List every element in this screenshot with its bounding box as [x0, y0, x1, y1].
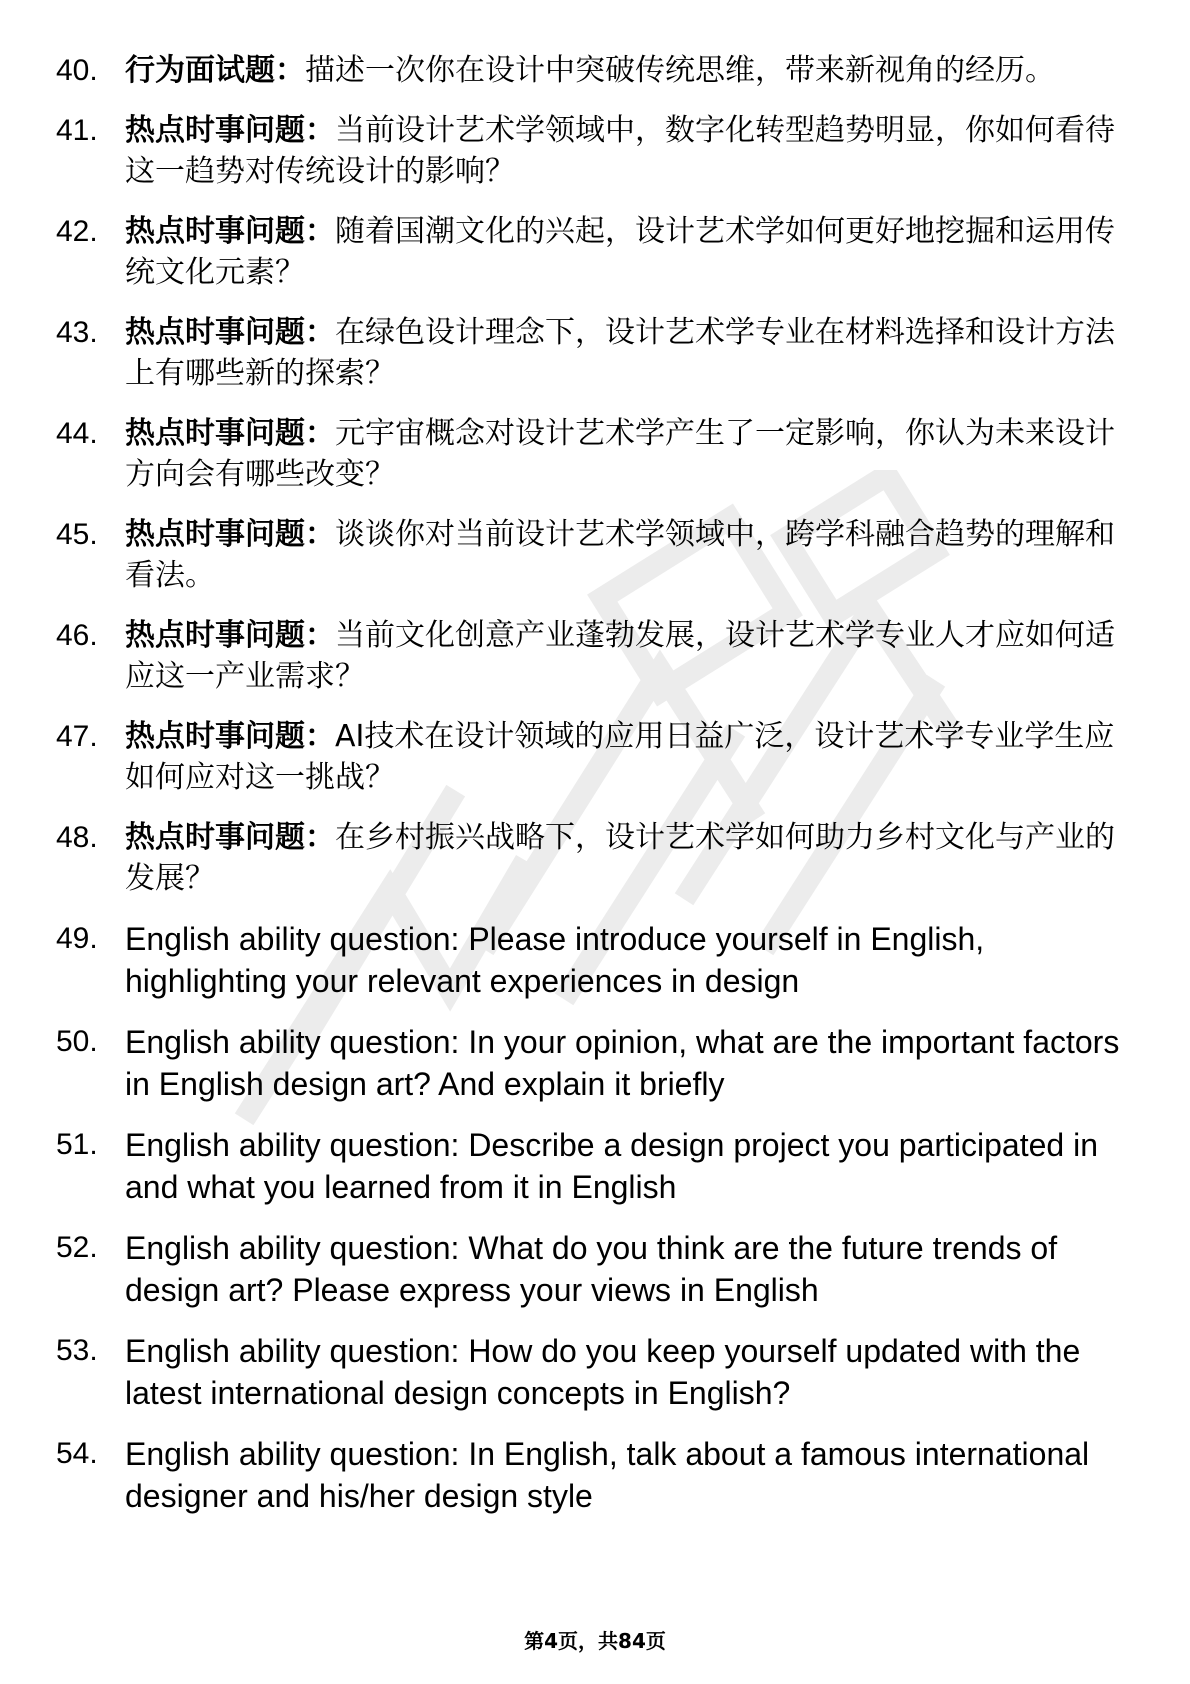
question-item: [0, 514, 1190, 596]
question-number: 53.: [56, 1334, 98, 1367]
question-type-label: 热点时事问题：: [125, 315, 335, 350]
question-number: 42.: [56, 215, 98, 248]
question-type-label: 热点时事问题：: [125, 618, 335, 653]
question-type-label: 热点时事问题：: [125, 820, 335, 855]
question-number: 46.: [56, 619, 98, 652]
question-item: [0, 615, 1190, 697]
question-number: 43.: [56, 316, 98, 349]
question-item: [0, 1330, 1190, 1414]
question-number: 54.: [56, 1437, 98, 1470]
question-number: 49.: [56, 922, 98, 955]
question-body: English ability question: In English, talk about a famous international designer and his/her design style: [125, 1436, 1090, 1514]
question-type-label: 热点时事问题：: [125, 416, 335, 451]
question-body: 当前文化创意产业蓬勃发展，设计艺术学专业人才应如何适应这一产业需求？: [125, 618, 1115, 694]
question-body: 谈谈你对当前设计艺术学领域中，跨学科融合趋势的理解和看法。: [125, 517, 1115, 593]
question-body: English ability question: How do you keep yourself updated with the latest international design concepts in English?: [125, 1333, 1081, 1411]
question-text: [125, 312, 1115, 394]
question-body: English ability question: Please introduce yourself in English, highlighting your relevant experiences in design: [125, 921, 985, 999]
question-text: [125, 615, 1115, 697]
question-text: [125, 110, 1115, 192]
question-number: 45.: [56, 518, 98, 551]
question-body: 在绿色设计理念下，设计艺术学专业在材料选择和设计方法上有哪些新的探索？: [125, 315, 1115, 391]
question-text: [125, 514, 1115, 596]
question-type-label: 热点时事问题：: [125, 113, 335, 148]
question-body: English ability question: In your opinion, what are the important factors in English design art? And explain it briefly: [125, 1024, 1120, 1102]
question-text: [125, 817, 1115, 899]
question-item: [0, 1433, 1190, 1517]
question-item: [0, 110, 1190, 192]
question-number: 41.: [56, 114, 98, 147]
question-body: 随着国潮文化的兴起，设计艺术学如何更好地挖掘和运用传统文化元素？: [125, 214, 1115, 290]
question-item: [0, 1124, 1190, 1208]
question-body: English ability question: What do you think are the future trends of design art? Please express your views in English: [125, 1230, 1058, 1308]
question-number: 50.: [56, 1025, 98, 1058]
question-type-label: 热点时事问题：: [125, 214, 335, 249]
page-number: 第4页，共84页: [524, 1629, 666, 1653]
question-body: 在乡村振兴战略下，设计艺术学如何助力乡村文化与产业的发展？: [125, 820, 1115, 896]
question-item: [0, 1021, 1190, 1105]
question-type-label: 热点时事问题：: [125, 719, 335, 754]
question-number: 48.: [56, 821, 98, 854]
question-body: 元宇宙概念对设计艺术学产生了一定影响，你认为未来设计方向会有哪些改变？: [125, 416, 1115, 492]
question-item: [0, 312, 1190, 394]
question-body: 当前设计艺术学领域中，数字化转型趋势明显，你如何看待这一趋势对传统设计的影响？: [125, 113, 1115, 189]
question-item: [0, 817, 1190, 899]
question-list: [0, 50, 1190, 1536]
question-item: [0, 211, 1190, 293]
question-text: [125, 50, 1115, 91]
question-item: [0, 1227, 1190, 1311]
question-text: [125, 1021, 1125, 1105]
question-number: 52.: [56, 1231, 98, 1264]
question-item: [0, 413, 1190, 495]
question-number: 47.: [56, 720, 98, 753]
question-number: 44.: [56, 417, 98, 450]
question-text: [125, 1124, 1125, 1208]
question-item: [0, 716, 1190, 798]
question-text: [125, 918, 1125, 1002]
question-text: [125, 1433, 1125, 1517]
question-text: [125, 716, 1115, 798]
question-text: [125, 1330, 1125, 1414]
question-item: [0, 50, 1190, 91]
question-type-label: 热点时事问题：: [125, 517, 335, 552]
question-type-label: 行为面试题：: [125, 53, 305, 88]
question-number: 51.: [56, 1128, 98, 1161]
question-text: [125, 1227, 1125, 1311]
question-body: AI技术在设计领域的应用日益广泛，设计艺术学专业学生应如何应对这一挑战？: [125, 719, 1115, 795]
question-text: [125, 413, 1115, 495]
question-body: 描述一次你在设计中突破传统思维，带来新视角的经历。: [305, 53, 1055, 88]
question-body: English ability question: Describe a design project you participated in and what you learned from it in English: [125, 1127, 1098, 1205]
question-text: [125, 211, 1115, 293]
question-item: [0, 918, 1190, 1002]
question-number: 40.: [56, 54, 98, 87]
